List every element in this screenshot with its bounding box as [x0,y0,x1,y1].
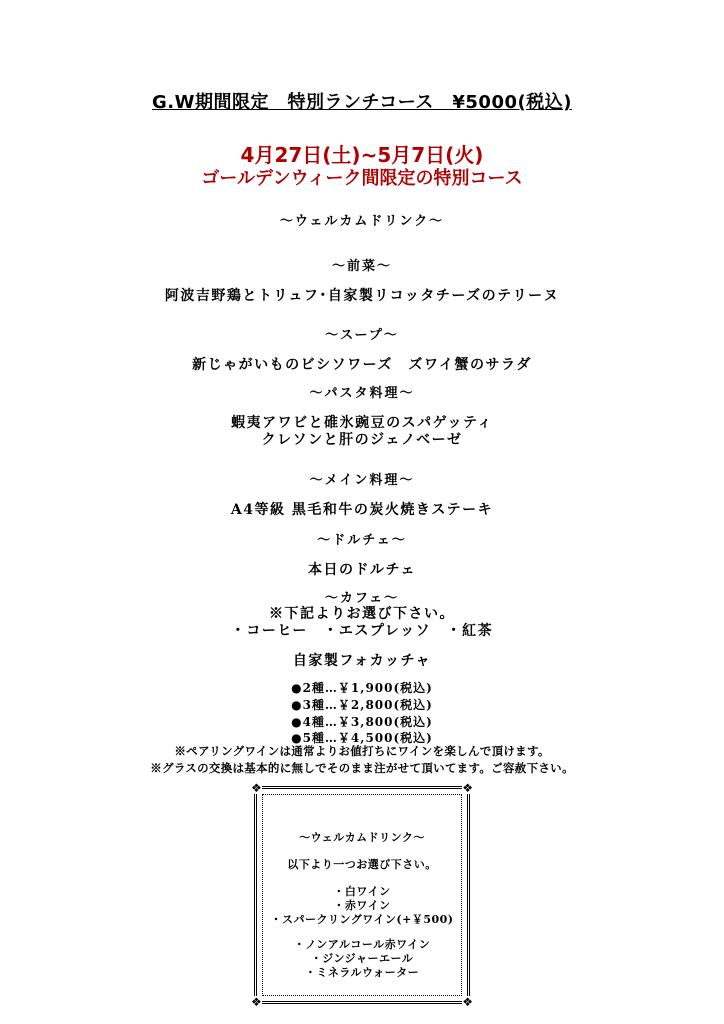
pairing-note-2: ※グラスの交換は基本的に無しでそのまま注がせて頂いてます。ご容赦下さい。 [150,761,574,775]
pasta-heading: ～パスタ料理～ [309,386,415,401]
cafe-heading: ～カフェ～ [324,591,400,606]
box-option-white-wine: ・白ワイン [333,885,391,898]
pasta-dish-line2: クレソンと肝のジェノベーゼ [261,432,463,448]
frame-ornament-icon: ❖ [251,781,262,795]
dolce-heading: ～ドルチェ～ [317,533,407,548]
box-instruction: 以下より一つお選び下さい。 [287,858,437,871]
pairing-price-4: ●4種…￥3,800(税込) [291,715,433,729]
page-title: G.W期間限定 特別ランチコース ¥5000(税込) [152,92,572,113]
box-option-nonalcohol-red: ・ノンアルコール赤ワイン [293,938,431,951]
box-option-ginger-ale: ・ジンジャーエール [310,952,414,965]
main-heading: ～メイン料理～ [309,473,415,488]
bread-item: 自家製フォカッチャ [292,653,432,669]
box-heading: ～ウェルカムドリンク～ [299,831,425,844]
soup-dish: 新じゃがいものビシソワーズ ズワイ蟹のサラダ [192,357,532,373]
box-option-red-wine: ・赤ワイン [333,899,391,912]
pairing-price-2: ●2種…￥1,900(税込) [291,681,433,695]
pasta-dish-line1: 蝦夷アワビと碓氷豌豆のスパゲッティ [231,415,493,431]
dolce-dish: 本日のドルチェ [307,562,417,578]
box-option-sparkling: ・スパークリングワイン(+￥500) [270,913,454,926]
frame-ornament-icon: ❖ [462,781,473,795]
cafe-note: ※下記よりお選び下さい。 [269,606,455,622]
frame-ornament-icon: ❖ [251,995,262,1009]
main-dish: A4等級 黒毛和牛の炭火焼きステーキ [230,502,494,518]
cafe-options: ・コーヒー ・エスプレッソ ・紅茶 [230,623,494,639]
appetizer-heading: ～前菜～ [331,259,392,274]
welcome-drink-heading: ～ウェルカムドリンク～ [279,214,445,229]
soup-heading: ～スープ～ [325,328,399,343]
frame-ornament-icon: ❖ [462,995,473,1009]
pairing-price-3: ●3種…￥2,800(税込) [291,698,433,712]
appetizer-dish: 阿波吉野鶏とトリュフ･自家製リコッタチーズのテリーヌ [164,288,560,304]
box-option-mineral-water: ・ミネラルウォーター [304,966,420,979]
course-subtitle: ゴールデンウィーク間限定の特別コース [201,168,523,189]
pairing-price-5: ●5種…￥4,500(税込) [291,731,433,745]
pairing-note-1: ※ペアリングワインは通常よりお値打ちにワインを楽しんで頂けます。 [174,744,550,758]
date-range: 4月27日(土)~5月7日(火) [240,143,484,167]
